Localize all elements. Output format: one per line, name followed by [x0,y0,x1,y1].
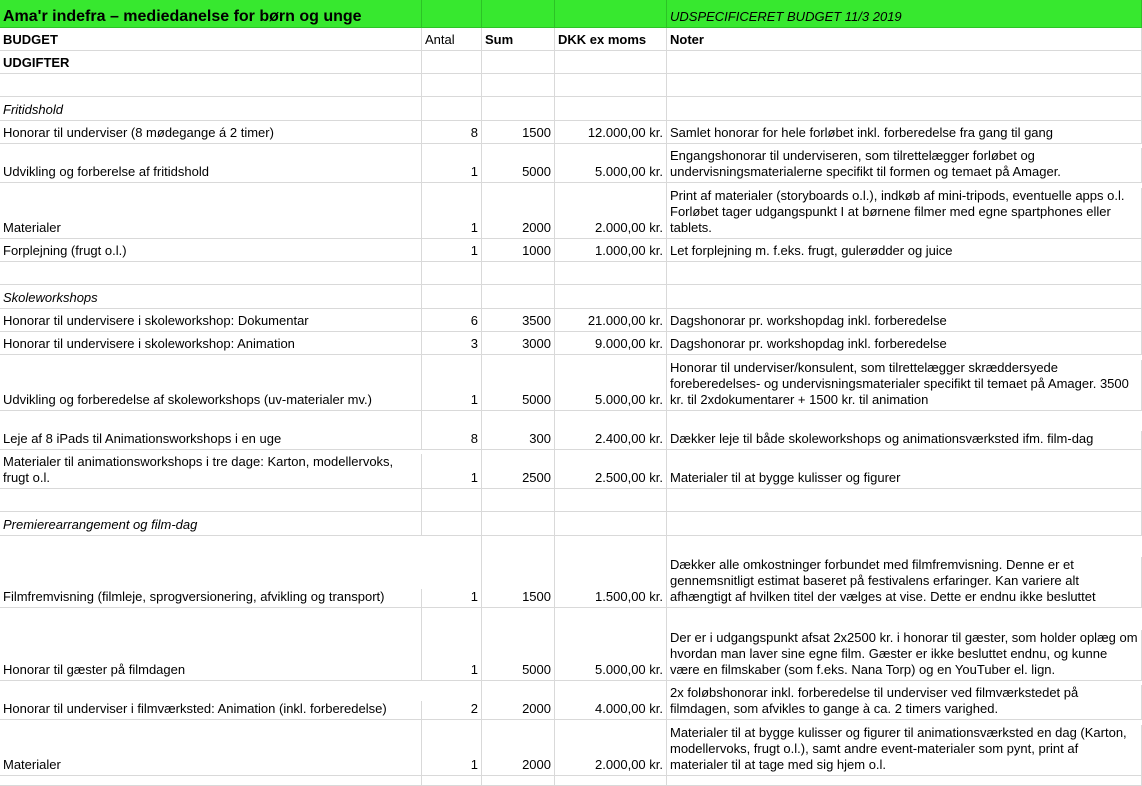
item-label[interactable]: Honorar til undervisere i skoleworkshop: Dokumentar [0,309,422,331]
item-note[interactable]: Samlet honorar for hele forløbet inkl. forberedelse fra gang til gang [667,121,1142,143]
cell[interactable] [422,262,482,284]
budget-row [0,309,1142,332]
cell[interactable] [482,97,555,120]
item-dkk[interactable]: 2.500,00 kr. [555,450,667,488]
item-note[interactable]: Materialer til at bygge kulisser og figurer [667,450,1142,488]
budget-row [0,720,1142,776]
section-row-fritidshold [0,97,1142,121]
udgifter-label[interactable]: UDGIFTER [0,51,422,73]
cell[interactable] [555,512,667,535]
cell[interactable] [667,74,1142,96]
item-antal[interactable]: 6 [422,309,482,331]
item-dkk[interactable]: 5.000,00 kr. [555,355,667,410]
col-header-sum[interactable]: Sum [482,28,555,50]
item-note[interactable]: Dækker alle omkostninger forbundet med filmfremvisning. Denne er et gennemsnitligt estimat baseret på festivalens erfaringer. Kan variere alt afhængtigt af hvilken titel der vælges at vise. Dette er endnu ikke besluttet [667,557,1142,607]
item-label[interactable]: Udvikling og forberelse af fritidshold [0,144,422,182]
item-antal[interactable]: 8 [422,121,482,143]
budget-row [0,239,1142,262]
item-dkk[interactable]: 12.000,00 kr. [555,121,667,143]
item-dkk[interactable]: 21.000,00 kr. [555,309,667,331]
section-row-skoleworkshops [0,285,1142,309]
item-sum[interactable]: 1500 [482,536,555,607]
item-antal[interactable]: 1 [422,183,482,238]
item-dkk[interactable]: 2.000,00 kr. [555,183,667,238]
item-antal[interactable]: 1 [422,608,482,680]
cell[interactable] [482,776,555,785]
cell[interactable] [0,262,422,284]
item-label[interactable]: Forplejning (frugt o.l.) [0,239,422,261]
item-sum[interactable]: 2000 [482,681,555,719]
item-antal[interactable]: 1 [422,144,482,182]
item-sum[interactable]: 5000 [482,608,555,680]
item-dkk[interactable]: 1.000,00 kr. [555,239,667,261]
item-note[interactable]: Honorar til underviser/konsulent, som tilrettelægger skræddersyede foreberedelses- og undervisningsmaterialer specifikt til temaet på Amager. 3500 kr. til 2xdokumentarer + 1500 kr. til animation [667,360,1142,410]
empty-row [0,74,1142,97]
cell[interactable] [422,489,482,511]
cell[interactable] [482,262,555,284]
item-note[interactable]: Dagshonorar pr. workshopdag inkl. forberedelse [667,309,1142,331]
budget-row [0,183,1142,239]
budget-row [0,536,1142,608]
item-note[interactable]: Materialer til at bygge kulisser og figurer til animationsværksted en dag (Karton, modellervoks, frugt o.l.), samt andre event-materialer som pynt, print af materialer til at tage med sig hjem o.l. [667,725,1142,775]
item-label[interactable]: Filmfremvisning (filmleje, sprogversionering, afvikling og transport) [0,589,422,607]
cell[interactable] [555,0,667,27]
budget-row [0,608,1142,681]
item-sum[interactable]: 1500 [482,121,555,143]
item-antal[interactable]: 1 [422,239,482,261]
section-label-premiere[interactable]: Premierearrangement og film-dag [0,512,422,535]
item-label[interactable]: Materialer [0,720,422,775]
cell[interactable] [667,285,1142,308]
budget-row [0,121,1142,144]
item-antal[interactable]: 1 [422,536,482,607]
cell[interactable] [0,74,422,96]
item-dkk[interactable]: 2.000,00 kr. [555,720,667,775]
item-label[interactable]: Leje af 8 iPads til Animationsworkshops i en uge [0,411,422,449]
item-sum[interactable]: 1000 [482,239,555,261]
cell[interactable] [667,776,1142,785]
item-note[interactable]: Der er i udgangspunkt afsat 2x2500 kr. i honorar til gæster, som holder oplæg om hvordan man laver sine egne film. Gæster er ikke besluttet endnu, og kunne være en filmskaber (som f.eks. Nana Torp) og en YouTuber el. lign. [667,630,1142,680]
item-note[interactable]: 2x foløbshonorar inkl. forberedelse til underviser ved filmværkstedet på filmdagen, som afvikles to gange à ca. 2 timers varighed. [667,685,1142,719]
item-sum[interactable]: 2000 [482,183,555,238]
cell[interactable] [555,489,667,511]
cell[interactable] [555,776,667,785]
cell[interactable] [555,97,667,120]
budget-row [0,144,1142,183]
cell[interactable] [482,285,555,308]
item-sum[interactable]: 5000 [482,355,555,410]
item-dkk[interactable]: 4.000,00 kr. [555,681,667,719]
item-dkk[interactable]: 2.400,00 kr. [555,411,667,449]
header-row [0,0,1142,28]
item-sum[interactable]: 300 [482,411,555,449]
item-note[interactable]: Print af materialer (storyboards o.l.), indkøb af mini-tripods, eventuelle apps o.l. Forløbet tager udgangspunkt I at børnene filmer med egne spartphones eller tablets. [667,188,1142,238]
item-antal[interactable]: 1 [422,355,482,410]
item-label[interactable]: Udvikling og forberedelse af skoleworkshops (uv-materialer mv.) [0,355,422,410]
budget-row [0,332,1142,355]
item-sum[interactable]: 2000 [482,720,555,775]
cell[interactable] [667,262,1142,284]
col-header-budget[interactable]: BUDGET [0,28,422,50]
cell[interactable] [422,0,482,27]
col-header-dkk[interactable]: DKK ex moms [555,28,667,50]
empty-row [0,262,1142,285]
col-header-noter[interactable]: Noter [667,28,1142,50]
cell[interactable] [667,51,1142,73]
cell[interactable] [482,0,555,27]
item-dkk[interactable]: 1.500,00 kr. [555,536,667,607]
cell[interactable] [667,97,1142,120]
item-label[interactable]: Honorar til underviser i filmværksted: Animation (inkl. forberedelse) [0,701,422,719]
item-antal[interactable]: 8 [422,411,482,449]
budget-row [0,411,1142,450]
item-dkk[interactable]: 9.000,00 kr. [555,332,667,354]
budget-row [0,355,1142,411]
empty-row [0,489,1142,512]
section-label-skoleworkshops[interactable]: Skoleworkshops [0,285,422,308]
section-row-premiere [0,512,1142,536]
cell[interactable] [555,285,667,308]
cell[interactable] [422,74,482,96]
item-note[interactable]: Let forplejning m. f.eks. frugt, gulerødder og juice [667,239,1142,261]
cell[interactable] [422,776,482,785]
col-header-antal[interactable]: Antal [422,28,482,50]
budget-reference[interactable]: UDSPECIFICERET BUDGET 11/3 2019 [667,0,1142,27]
item-antal[interactable]: 2 [422,681,482,719]
item-note[interactable]: Dagshonorar pr. workshopdag inkl. forberedelse [667,332,1142,354]
item-antal[interactable]: 1 [422,450,482,488]
cell[interactable] [482,489,555,511]
cell[interactable] [667,512,1142,535]
budget-row [0,450,1142,489]
cell[interactable] [667,489,1142,511]
item-label[interactable]: Honorar til gæster på filmdagen [0,608,422,680]
empty-row [0,776,1142,786]
item-sum[interactable]: 2500 [482,450,555,488]
cell[interactable] [0,489,422,511]
item-note[interactable]: Dækker leje til både skoleworkshops og animationsværksted ifm. film-dag [667,431,1142,449]
item-antal[interactable]: 3 [422,332,482,354]
item-label[interactable]: Honorar til undervisere i skoleworkshop: Animation [0,332,422,354]
budget-row [0,681,1142,720]
udgifter-row [0,51,1142,74]
cell[interactable] [555,51,667,73]
cell[interactable] [482,512,555,535]
item-antal[interactable]: 1 [422,720,482,775]
item-label[interactable]: Honorar til underviser (8 mødegange á 2 timer) [0,121,422,143]
item-label[interactable]: Materialer [0,183,422,238]
section-label-fritidshold[interactable]: Fritidshold [0,97,422,120]
cell[interactable] [555,74,667,96]
cell[interactable] [482,74,555,96]
cell[interactable] [422,512,482,535]
cell[interactable] [422,51,482,73]
cell[interactable] [555,262,667,284]
item-dkk[interactable]: 5.000,00 kr. [555,608,667,680]
column-header-row [0,28,1142,51]
item-label[interactable]: Materialer til animationsworkshops i tre dage: Karton, modellervoks, frugt o.l. [0,454,422,488]
item-note[interactable]: Engangshonorar til underviseren, som tilrettelægger forløbet og undervisningsmaterialerne specifikt til formen og temaet på Amager. [667,148,1142,182]
item-sum[interactable]: 3500 [482,309,555,331]
item-sum[interactable]: 5000 [482,144,555,182]
cell[interactable] [422,285,482,308]
cell[interactable] [422,97,482,120]
cell[interactable] [482,51,555,73]
item-dkk[interactable]: 5.000,00 kr. [555,144,667,182]
item-sum[interactable]: 3000 [482,332,555,354]
cell[interactable] [0,776,422,785]
sheet-title[interactable]: Ama'r indefra – mediedanelse for børn og unge [0,0,422,27]
